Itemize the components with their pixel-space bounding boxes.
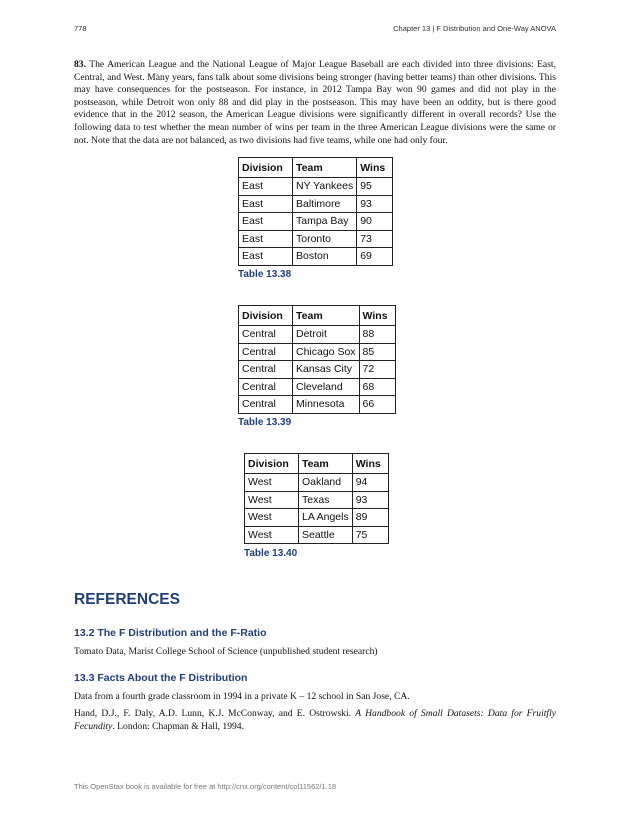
- cell: East: [239, 195, 293, 213]
- cell: 68: [359, 378, 395, 396]
- cell: 75: [352, 526, 388, 544]
- cell: East: [239, 248, 293, 266]
- cell: West: [245, 526, 299, 544]
- ref-authors: Hand, D.J., F. Daly, A.D. Lunn, K.J. McConway, and E. Ostrowski.: [74, 708, 356, 719]
- cell: 85: [359, 343, 395, 361]
- col-wins: Wins: [357, 158, 393, 178]
- cell: West: [245, 474, 299, 492]
- cell: Central: [239, 396, 293, 414]
- col-team: Team: [299, 454, 353, 474]
- table-row: [239, 230, 393, 248]
- cell: Detroit: [293, 326, 360, 344]
- cell: East: [239, 213, 293, 231]
- table-central: [238, 305, 396, 414]
- cell: 88: [359, 326, 395, 344]
- reference-entry-hand: [74, 708, 556, 733]
- col-wins: Wins: [352, 454, 388, 474]
- table-row: [245, 526, 389, 544]
- table-caption: Table 13.38: [238, 269, 292, 280]
- cell: West: [245, 491, 299, 509]
- ref-book-title: A Handbook of Small Datasets: Data for Fruitfly Fecundity: [74, 708, 556, 732]
- table-west: [244, 453, 389, 544]
- reference-entry: Tomato Data, Marist College School of Science (unpublished student research): [74, 646, 378, 657]
- table-row: [239, 326, 396, 344]
- cell: 73: [357, 230, 393, 248]
- cell: 89: [352, 509, 388, 527]
- col-team: Team: [293, 158, 357, 178]
- cell: 94: [352, 474, 388, 492]
- footer-note: This OpenStax book is available for free at http://cnx.org/content/col11562/1.18: [74, 782, 337, 791]
- col-wins: Wins: [359, 306, 395, 326]
- cell: 90: [357, 213, 393, 231]
- reference-entry: Data from a fourth grade classroom in 1994 in a private K – 12 school in San Jose, CA.: [74, 691, 410, 702]
- running-header: Chapter 13 | F Distribution and One-Way ANOVA: [393, 24, 556, 33]
- references-heading: REFERENCES: [74, 591, 180, 608]
- section-heading: 13.2 The F Distribution and the F-Ratio: [74, 627, 267, 639]
- page-number: 778: [74, 24, 87, 33]
- cell: Minnesota: [293, 396, 360, 414]
- col-division: Division: [239, 158, 293, 178]
- table-header-row: [245, 454, 389, 474]
- cell: 93: [352, 491, 388, 509]
- cell: 72: [359, 361, 395, 379]
- problem-83: [74, 59, 556, 147]
- table-row: [239, 195, 393, 213]
- col-team: Team: [293, 306, 360, 326]
- table-header-row: [239, 306, 396, 326]
- table-row: [239, 178, 393, 196]
- cell: 93: [357, 195, 393, 213]
- cell: Boston: [293, 248, 357, 266]
- table-row: [245, 509, 389, 527]
- col-division: Division: [245, 454, 299, 474]
- section-heading: 13.3 Facts About the F Distribution: [74, 672, 248, 684]
- table-header-row: [239, 158, 393, 178]
- table-caption: Table 13.40: [244, 548, 298, 559]
- table-row: [239, 343, 396, 361]
- cell: Central: [239, 361, 293, 379]
- cell: Central: [239, 326, 293, 344]
- cell: Kansas City: [293, 361, 360, 379]
- table-row: [239, 378, 396, 396]
- col-division: Division: [239, 306, 293, 326]
- ref-publisher: . London: Chapman & Hall, 1994.: [112, 720, 244, 732]
- cell: Texas: [299, 491, 353, 509]
- table-row: [239, 361, 396, 379]
- cell: West: [245, 509, 299, 527]
- cell: 69: [357, 248, 393, 266]
- table-east: [238, 157, 393, 266]
- cell: Oakland: [299, 474, 353, 492]
- cell: NY Yankees: [293, 178, 357, 196]
- cell: East: [239, 178, 293, 196]
- table-row: [239, 396, 396, 414]
- cell: Tampa Bay: [293, 213, 357, 231]
- cell: Seattle: [299, 526, 353, 544]
- table-caption: Table 13.39: [238, 417, 292, 428]
- cell: Cleveland: [293, 378, 360, 396]
- table-row: [245, 491, 389, 509]
- problem-number: 83.: [74, 59, 86, 70]
- table-row: [239, 213, 393, 231]
- cell: Central: [239, 378, 293, 396]
- cell: Central: [239, 343, 293, 361]
- cell: 66: [359, 396, 395, 414]
- problem-text: The American League and the National League of Major League Baseball are each divided into three divisions: East, Central, and West. Many years, fans talk about some divisions being stronger (having better teams) than other divisions. This may have consequences for the postseason. For instance, in 2012 Tampa Bay won 90 games and did not play in the postseason, while Detroit won only 88 and did play in the postseason. This may have been an oddity, but is there good evidence that in the 2012 season, the American League divisions were significantly different in overall records? Use the following data to test whether the mean number of wins per team in the three American League divisions were the same or not. Note that the data are not balanced, as two divisions had five teams, while one had only four.: [74, 59, 556, 146]
- cell: Chicago Sox: [293, 343, 360, 361]
- cell: Toronto: [293, 230, 357, 248]
- table-row: [239, 248, 393, 266]
- cell: East: [239, 230, 293, 248]
- cell: Baltimore: [293, 195, 357, 213]
- cell: LA Angels: [299, 509, 353, 527]
- cell: 95: [357, 178, 393, 196]
- table-row: [245, 474, 389, 492]
